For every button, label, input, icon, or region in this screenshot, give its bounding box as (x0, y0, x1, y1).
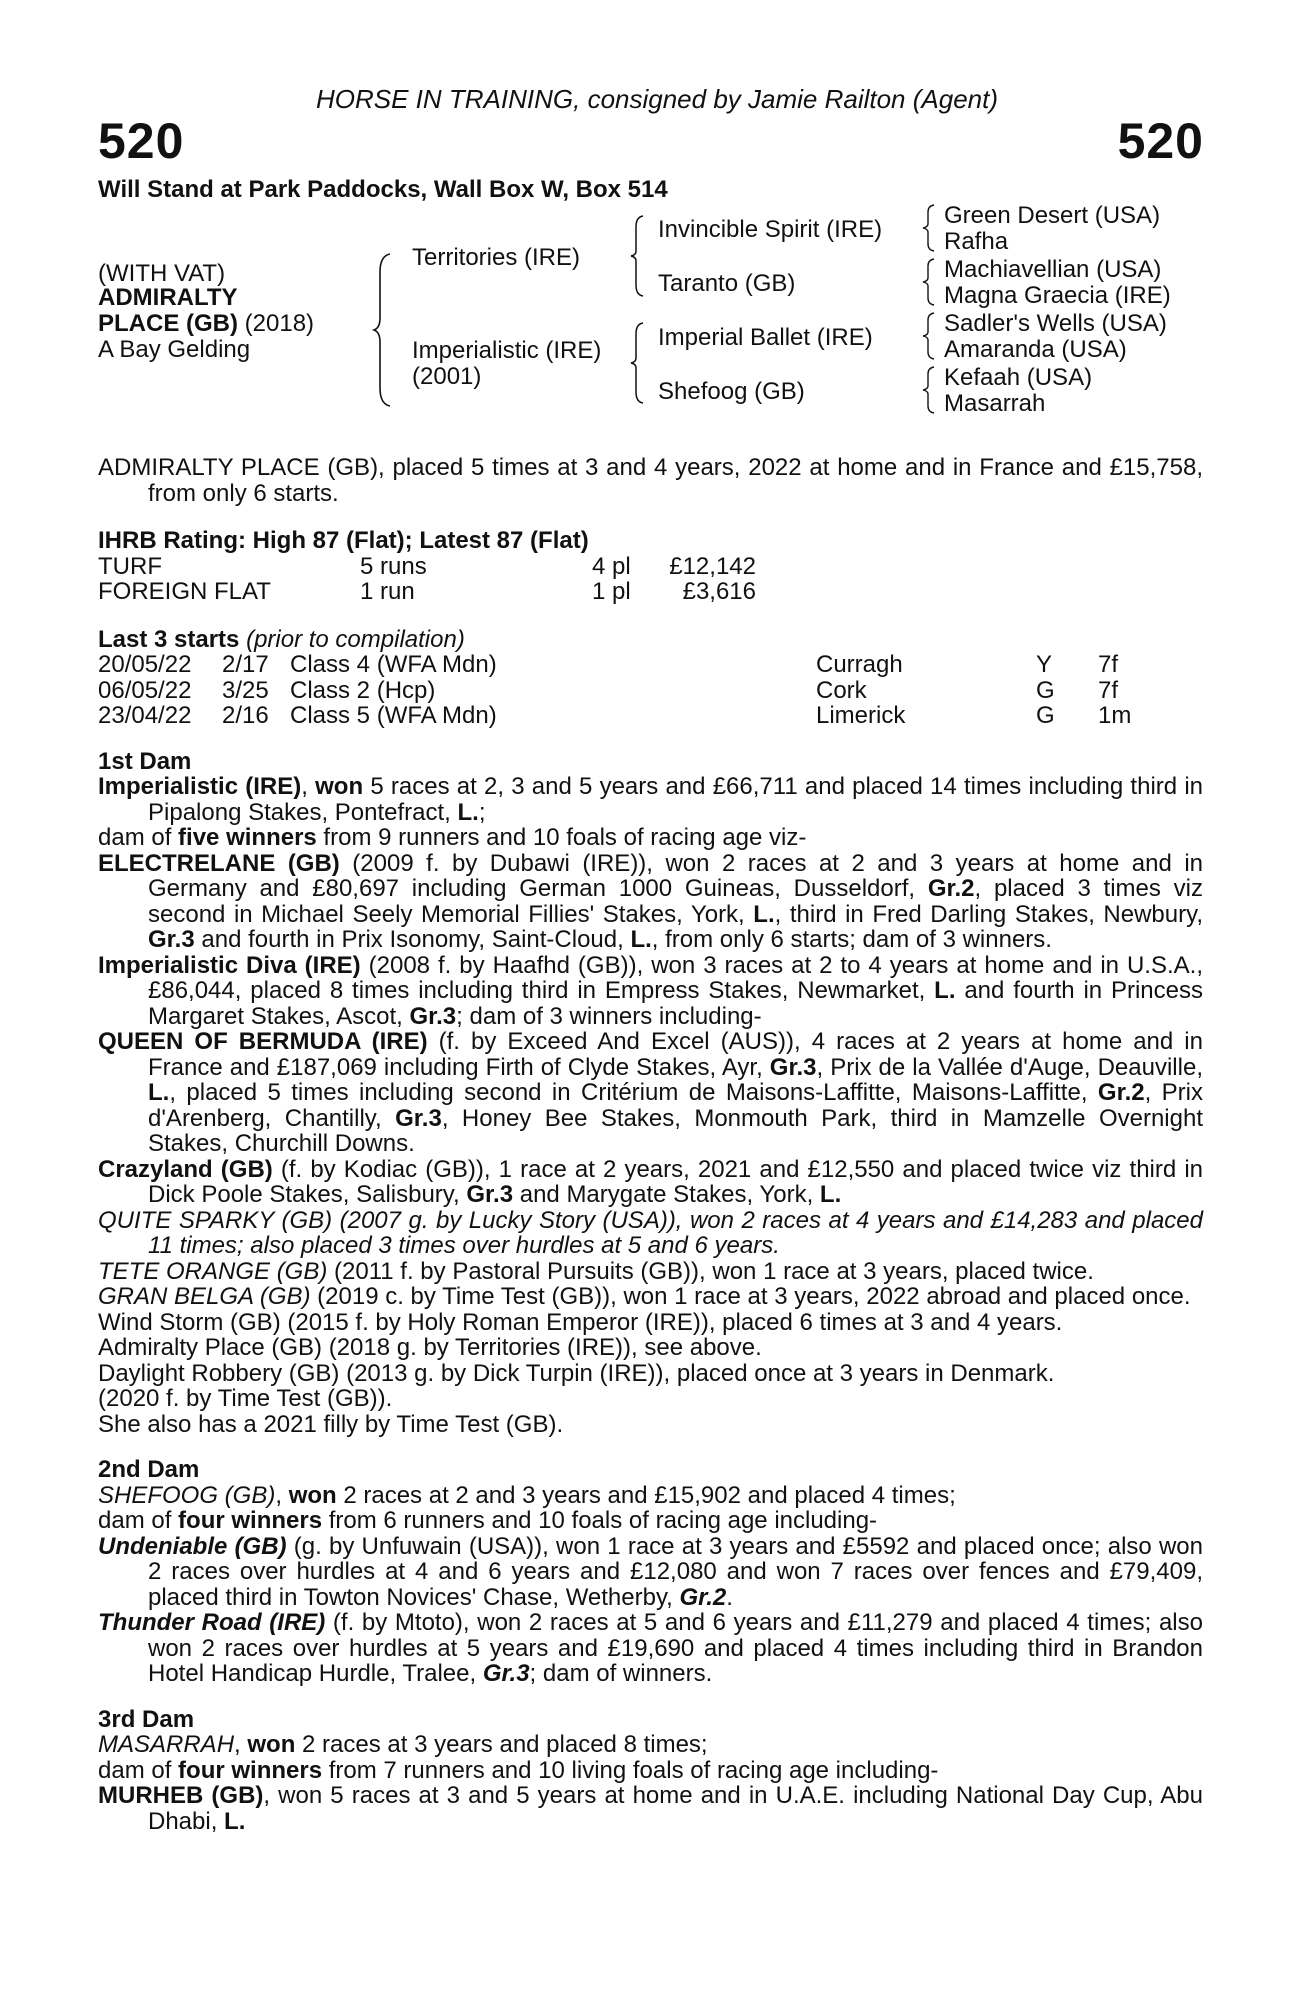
progeny-text: ; dam of 3 winners including- (456, 1002, 762, 1030)
winners-count: four winners (178, 1756, 323, 1784)
last-starts-table (98, 652, 1131, 729)
rating-table (98, 554, 756, 605)
lot-number-left: 520 (98, 113, 185, 169)
horse-year: (2018) (244, 310, 315, 337)
pedigree-brace-main (372, 252, 394, 407)
ggp-6: Amaranda (USA) (944, 336, 1127, 363)
pedigree-brace-ggp4 (922, 366, 936, 414)
dam-year: (2001) (412, 363, 482, 390)
progeny-text: (f. by Kodiac (GB)), 1 race at 2 years, 2021 and £12,550 and placed twice viz third in Dick Poole Stakes, Salisbury, (148, 1155, 1203, 1208)
progeny-queen-of-bermuda (98, 1029, 1203, 1157)
progeny-text: (g. by Unfuwain (USA)), won 1 race at 3 years and £5592 and placed once; also won 2 races over hurdles at 4 and 6 years and £12,080 and won 7 races over fences and £79,409, placed third in Towton Novices' Chase, Wetherby, (148, 1532, 1203, 1611)
second-dam-heading: 2nd Dam (98, 1456, 200, 1483)
table-row (98, 678, 1131, 704)
last-starts-note: (prior to compilation) (246, 625, 465, 653)
listed-mark: L. (224, 1807, 246, 1835)
dam-of-prefix: dam of (98, 1507, 179, 1534)
group-mark: Gr.2 (927, 875, 975, 902)
start-race: Class 2 (Hcp) (290, 676, 436, 704)
rating-runs: 5 runs (360, 552, 427, 580)
pedigree-brace-dam (630, 322, 646, 404)
dam-record-text: 5 races at 2, 3 and 5 years and £66,711 and placed 14 times including third in Pipalong Stakes, Pontefract, (148, 773, 1203, 826)
vat-note: (WITH VAT) (98, 260, 226, 287)
dam-name: SHEFOOG (GB) (98, 1481, 276, 1509)
first-dam-heading: 1st Dam (98, 747, 192, 775)
progeny-text: and fourth in Princess Margaret Stakes, Ascot, (148, 977, 1203, 1030)
third-dam-heading: 3rd Dam (98, 1705, 195, 1733)
start-course: Curragh (816, 651, 903, 678)
rating-runs: 1 run (360, 578, 415, 605)
progeny-name: Crazyland (GB) (98, 1155, 273, 1183)
pedigree-block (0, 200, 1314, 430)
winners-count: five winners (178, 824, 317, 851)
lot-number-right: 520 (1117, 113, 1204, 169)
rating-amount: £3,616 (682, 578, 756, 605)
progeny-text: , placed 3 times viz second in Michael Seely Memorial Fillies' Stakes, York, (148, 875, 1203, 928)
progeny-text: , Prix de la Vallée d'Auge, Deauville, (816, 1053, 1203, 1081)
dam-of-suffix: from 7 runners and 10 living foals of racing age including- (322, 1756, 939, 1784)
progeny-text: , won 5 races at 3 and 5 years at home and in U.A.E. including National Day Cup, Abu Dhabi, (148, 1782, 1203, 1835)
listed-mark: L. (148, 1079, 170, 1106)
listed-mark: L. (753, 900, 775, 928)
winners-count: four winners (178, 1507, 323, 1534)
dam-record-text: 2 races at 2 and 3 years and £15,902 and placed 4 times; (336, 1481, 956, 1509)
ggp-2: Rafha (944, 228, 1009, 255)
dam-of-prefix: dam of (98, 824, 179, 851)
sire: Territories (IRE) (412, 244, 581, 271)
progeny-quite-sparky: QUITE SPARKY (GB) (2007 g. by Lucky Story (USA)), won 2 races at 4 years and £14,283 and placed 11 times; also placed 3 times over hurdles at 5 and 6 years. (98, 1206, 1203, 1259)
horse-name-line2 (98, 310, 314, 338)
progeny-tete-orange (98, 1259, 1203, 1285)
table-row (98, 703, 1131, 729)
won-label: won (315, 773, 364, 800)
listed-mark: L. (457, 798, 479, 826)
start-course: Limerick (816, 702, 906, 729)
third-dam-record: MASARRAH, won 2 races at 3 years and placed 8 times; (98, 1731, 708, 1758)
start-date: 06/05/22 (98, 676, 192, 704)
start-date: 20/05/22 (98, 651, 192, 678)
sire-sire: Invincible Spirit (IRE) (658, 216, 883, 243)
second-dam-record: SHEFOOG (GB), won 2 races at 2 and 3 years and £15,902 and placed 4 times; (98, 1481, 956, 1509)
start-going: G (1036, 676, 1055, 704)
progeny-name: TETE ORANGE (GB) (98, 1257, 328, 1285)
group-mark: Gr.2 (679, 1583, 727, 1611)
dam-name: MASARRAH (98, 1731, 235, 1758)
ggp-5: Sadler's Wells (USA) (944, 310, 1167, 337)
consignor-line: HORSE IN TRAINING, consigned by Jamie Railton (Agent) (315, 84, 999, 114)
pedigree-brace-ggp2 (922, 258, 936, 306)
dam-sire: Imperial Ballet (IRE) (658, 324, 873, 351)
progeny-name: QUEEN OF BERMUDA (IRE) (98, 1028, 428, 1055)
table-row (98, 554, 756, 580)
progeny-text: (2011 f. by Pastoral Pursuits (GB)), won 1 race at 3 years, placed twice. (327, 1257, 1094, 1285)
rating-type: TURF (98, 552, 162, 580)
start-distance: 7f (1098, 651, 1119, 678)
pedigree-brace-ggp3 (922, 312, 936, 360)
dam-of-prefix: dam of (98, 1756, 179, 1784)
start-position: 2/16 (222, 702, 269, 729)
progeny-crazyland (98, 1157, 1203, 1208)
ggp-8: Masarrah (944, 390, 1046, 417)
dam-of-suffix: from 6 runners and 10 foals of racing age including- (322, 1507, 878, 1534)
table-row (98, 579, 756, 605)
start-distance: 1m (1098, 702, 1132, 729)
dam: Imperialistic (IRE) (412, 337, 602, 364)
horse-name-line1: ADMIRALTY (98, 284, 238, 311)
listed-mark: L. (630, 926, 652, 953)
listed-mark: L. (819, 1181, 842, 1208)
first-dam-progeny-intro (98, 825, 1203, 851)
progeny-text: , Honey Bee Stakes, Monmouth Park, third in Mamzelle Overnight Stakes, Churchill Downs. (148, 1104, 1204, 1157)
third-dam-progeny-intro (98, 1758, 1203, 1784)
progeny-name: Imperialistic Diva (IRE) (98, 951, 361, 979)
progeny-text: , Prix d'Arenberg, Chantilly, (148, 1079, 1204, 1132)
progeny-unnamed-2020: (2020 f. by Time Test (GB)). (98, 1385, 393, 1412)
progeny-electrelane (98, 851, 1203, 953)
start-going: G (1036, 702, 1055, 729)
ggp-3: Machiavellian (USA) (944, 256, 1162, 283)
progeny-text: , placed 5 times including second in Critérium de Maisons-Laffitte, Maisons-Laffitte, (169, 1079, 1098, 1106)
progeny-text: (2008 f. by Haafhd (GB)), won 3 races at 2 to 4 years at home and in U.S.A., £86,044, placed 8 times including third in Empress Stakes, Newmarket, (148, 951, 1203, 1004)
progeny-text: (2009 f. by Dubawi (IRE)), won 2 races at 2 and 3 years at home and in Germany and £80,697 including German 1000 Guineas, Dusseldorf, (148, 849, 1204, 902)
progeny-thunder-road (98, 1610, 1203, 1687)
start-date: 23/04/22 (98, 702, 192, 729)
dam-dam: Shefoog (GB) (658, 378, 805, 405)
horse-description: A Bay Gelding (98, 336, 251, 363)
rating-amount: £12,142 (669, 552, 756, 580)
ggp-7: Kefaah (USA) (944, 364, 1093, 391)
group-mark: Gr.3 (482, 1660, 530, 1687)
progeny-text: (f. by Exceed And Excel (AUS)), 4 races at 2 years at home and in France and £187,069 including Firth of Clyde Stakes, Ayr, (148, 1028, 1203, 1081)
start-distance: 7f (1098, 676, 1119, 704)
progeny-name: MURHEB (GB) (98, 1782, 264, 1809)
group-mark: Gr.3 (466, 1181, 514, 1208)
group-mark: Gr.2 (1097, 1079, 1145, 1106)
start-course: Cork (816, 676, 867, 704)
stand-location: Will Stand at Park Paddocks, Wall Box W, Box 514 (98, 176, 668, 203)
progeny-text: (2019 c. by Time Test (GB)), won 1 race at 3 years, 2022 abroad and placed once. (310, 1283, 1191, 1310)
pedigree-brace-sire (630, 215, 646, 297)
progeny-imperialistic-diva (98, 953, 1203, 1030)
pedigree-brace-ggp1 (922, 204, 936, 252)
start-race: Class 4 (WFA Mdn) (290, 651, 497, 678)
progeny-admiralty-place: Admiralty Place (GB) (2018 g. by Territories (IRE)), see above. (98, 1334, 762, 1361)
ggp-1: Green Desert (USA) (944, 202, 1161, 229)
dam-record-text: 2 races at 3 years and placed 8 times; (295, 1731, 708, 1758)
progeny-text: and Marygate Stakes, York, (513, 1181, 820, 1208)
table-row (98, 652, 1131, 678)
progeny-text: , third in Fred Darling Stakes, Newbury, (774, 900, 1204, 928)
won-label: won (288, 1481, 337, 1509)
group-mark: Gr.3 (409, 1002, 457, 1030)
start-going: Y (1036, 651, 1053, 678)
start-race: Class 5 (WFA Mdn) (290, 702, 497, 729)
summary-paragraph: ADMIRALTY PLACE (GB), placed 5 times at 3 and 4 years, 2022 at home and in France and £15,758, from only 6 starts. (98, 454, 1203, 507)
group-mark: Gr.3 (148, 926, 195, 953)
progeny-name: GRAN BELGA (GB) (98, 1283, 311, 1310)
progeny-daylight-robbery: Daylight Robbery (GB) (2013 g. by Dick Turpin (IRE)), placed once at 3 years in Denmark. (98, 1359, 1055, 1387)
start-position: 2/17 (222, 651, 269, 678)
ggp-4: Magna Graecia (IRE) (944, 282, 1171, 309)
horse-name-part2: PLACE (GB) (98, 310, 238, 337)
progeny-name: ELECTRELANE (GB) (98, 849, 340, 877)
won-label: won (247, 1731, 296, 1758)
dam-of-suffix: from 9 runners and 10 foals of racing age viz- (316, 824, 807, 851)
catalogue-text (98, 455, 1203, 1834)
second-dam-progeny-intro (98, 1508, 1203, 1534)
rating-placed: 4 pl (592, 552, 631, 580)
rating-heading: IHRB Rating: High 87 (Flat); Latest 87 (Flat) (98, 527, 589, 554)
group-mark: Gr.3 (769, 1053, 817, 1081)
progeny-murheb (98, 1783, 1203, 1834)
dam-name: Imperialistic (IRE) (98, 773, 302, 800)
sire-dam: Taranto (GB) (658, 270, 796, 297)
rating-placed: 1 pl (592, 578, 631, 605)
progeny-undeniable (98, 1534, 1203, 1611)
rating-type: FOREIGN FLAT (98, 578, 271, 605)
progeny-gran-belga (98, 1284, 1203, 1310)
progeny-text: and fourth in Prix Isonomy, Saint-Cloud, (194, 926, 631, 953)
start-position: 3/25 (222, 676, 269, 704)
progeny-name: Thunder Road (IRE) (98, 1609, 326, 1636)
last-starts-title: Last 3 starts (98, 625, 240, 653)
progeny-name: Undeniable (GB) (98, 1532, 287, 1560)
progeny-text: (f. by Mtoto), won 2 races at 5 and 6 years and £11,279 and placed 4 times; also won 2 races over hurdles at 5 years and £19,690 and placed 4 times including third in Brandon Hotel Handicap Hurdle, Tralee, (148, 1609, 1203, 1687)
progeny-text: . (726, 1583, 733, 1611)
progeny-wind-storm: Wind Storm (GB) (2015 f. by Holy Roman Emperor (IRE)), placed 6 times at 3 and 4 years. (98, 1308, 1063, 1336)
first-dam-record: Imperialistic (IRE), won 5 races at 2, 3 and 5 years and £66,711 and placed 14 times including third in Pipalong Stakes, Pontefract, L.; (98, 773, 1203, 826)
first-dam-note: She also has a 2021 filly by Time Test (GB). (98, 1410, 564, 1438)
group-mark: Gr.3 (395, 1104, 442, 1132)
progeny-text: , from only 6 starts; dam of 3 winners. (651, 926, 1052, 953)
progeny-text: ; dam of winners. (529, 1660, 713, 1687)
last-starts-heading (98, 627, 1203, 653)
punct: ; (478, 798, 486, 826)
listed-mark: L. (934, 977, 956, 1004)
